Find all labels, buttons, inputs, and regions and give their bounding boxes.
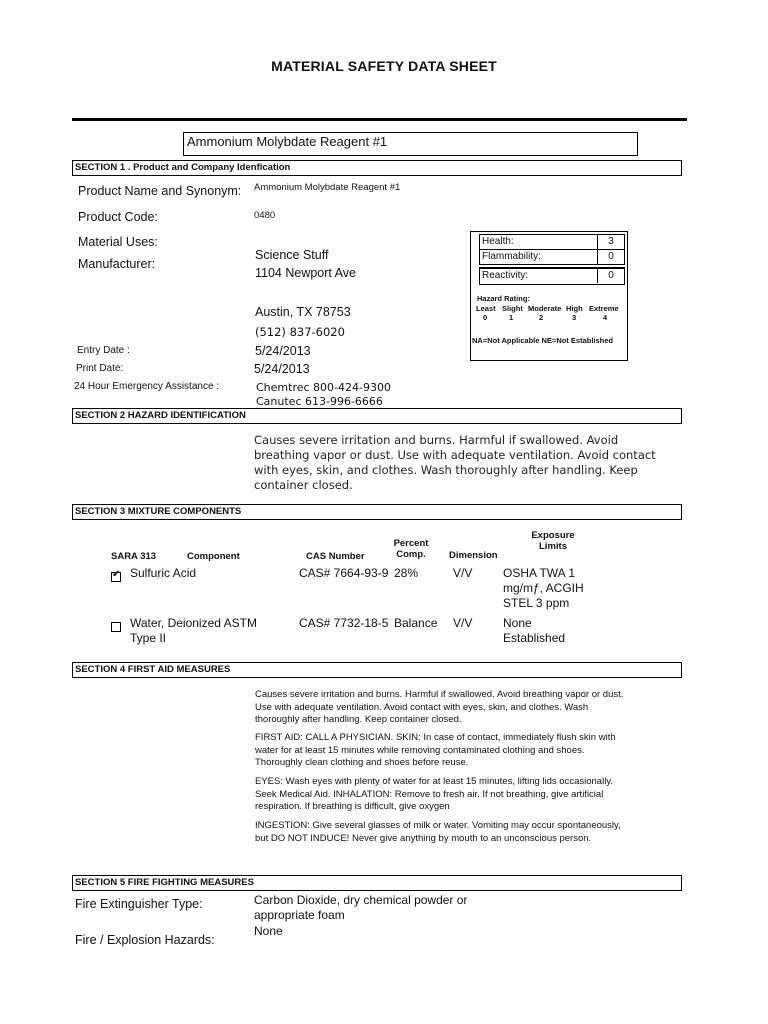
extinguisher-value: Carbon Dioxide, dry chemical powder or appropriate foam <box>254 893 468 922</box>
first-aid-paragraph: Causes severe irritation and burns. Harmful if swallowed. Avoid breathing vapor or dust. Use with adequate ventilation. Avoid contact with eyes, skin, and clothes. Wash thoroughly after handling. Keep container closed. <box>255 689 624 725</box>
exposure-limits: OSHA TWA 1 mg/mƒ, ACGIH STEL 3 ppm <box>503 566 584 610</box>
document-title: MATERIAL SAFETY DATA SHEET <box>271 58 497 74</box>
product-name-label: Product Name and Synonym: <box>78 184 242 198</box>
product-name-box: Ammonium Molybdate Reagent #1 <box>183 132 638 156</box>
first-aid-paragraph: FIRST AID: CALL A PHYSICIAN. SKIN: In case of contact, immediately flush skin with water for at least 15 minutes while removing contaminated clothing and shoes. Thoroughly clean clothing and shoes before reuse. <box>255 732 616 768</box>
exposure-limits: None Established <box>503 616 566 645</box>
sara-checkbox[interactable]: ✔ <box>112 569 121 580</box>
hazard-footnote: NA=Not Applicable NE=Not Established <box>472 336 613 345</box>
component-name: Sulfuric Acid <box>130 566 197 580</box>
col-header-dimension: Dimension <box>449 550 498 561</box>
scale-label: Slight <box>502 304 523 313</box>
percent-comp: Balance <box>394 616 438 630</box>
entry-date-label: Entry Date : <box>77 345 130 356</box>
dimension: V/V <box>453 616 473 630</box>
section-2-header: SECTION 2 HAZARD IDENTIFICATION <box>72 408 682 424</box>
manufacturer-street: 1104 Newport Ave <box>255 266 356 280</box>
scale-number: 4 <box>603 313 608 322</box>
col-header-exposure: Exposure Limits <box>531 530 575 552</box>
scale-number: 3 <box>572 313 577 322</box>
first-aid-paragraph: EYES: Wash eyes with plenty of water for at least 15 minutes, lifting lids occasionally. Seek Medical Aid. INHALATION: Remove to fresh air. If not breathing, give artificial respiration. If breathing is difficult, give oxygen <box>255 776 613 812</box>
scale-label: High <box>566 304 583 313</box>
manufacturer-phone: (512) 837-6020 <box>255 325 345 339</box>
hazard-identification-text: Causes severe irritation and burns. Harmful if swallowed. Avoid breathing vapor or dust. Use with adequate ventilation. Avoid contact with eyes, skin, and clothes. Wash thoroughly after handling. Keep container closed. <box>254 433 656 492</box>
scale-label: Extreme <box>589 304 619 313</box>
scale-number: 1 <box>509 313 514 322</box>
section-3-header: SECTION 3 MIXTURE COMPONENTS <box>72 504 682 520</box>
section-4-header: SECTION 4 FIRST AID MEASURES <box>72 662 682 678</box>
scale-label: Least <box>476 304 496 313</box>
manufacturer-name: Science Stuff <box>255 248 329 262</box>
sara-checkbox[interactable] <box>111 619 121 637</box>
cas-number: CAS# 7664-93-9 <box>299 566 389 580</box>
title-divider <box>72 118 687 121</box>
hazard-label: Flammability: <box>482 251 541 262</box>
hazard-value: 3 <box>597 235 624 249</box>
entry-date-value: 5/24/2013 <box>255 344 311 358</box>
extinguisher-label: Fire Extinguisher Type: <box>75 897 203 911</box>
hazard-label: Reactivity: <box>482 270 529 281</box>
explosion-value: None <box>254 924 283 938</box>
component-name: Water, Deionized ASTM Type II <box>130 616 257 645</box>
product-code-value: 0480 <box>254 210 276 221</box>
hazard-value: 0 <box>597 250 624 264</box>
emergency-line-1: Chemtrec 800-424-9300 <box>256 381 391 394</box>
col-header-component: Component <box>187 551 240 562</box>
col-header-sara: SARA 313 <box>111 551 157 562</box>
manufacturer-label: Manufacturer: <box>78 257 156 271</box>
scale-number: 2 <box>539 313 544 322</box>
hazard-rating-title: Hazard Rating: <box>477 294 530 303</box>
percent-comp: 28% <box>394 566 419 580</box>
col-header-percent: Percent Comp. <box>393 538 429 560</box>
hazard-rating-box <box>470 231 628 361</box>
material-uses-label: Material Uses: <box>78 235 158 249</box>
section-1-header: SECTION 1 . Product and Company Idenfication <box>72 160 682 176</box>
manufacturer-city: Austin, TX 78753 <box>255 305 351 319</box>
dimension: V/V <box>453 566 473 580</box>
emergency-line-2: Canutec 613-996-6666 <box>256 395 383 408</box>
explosion-label: Fire / Explosion Hazards: <box>75 933 215 947</box>
hazard-row-flammability <box>479 249 625 265</box>
product-code-label: Product Code: <box>78 210 158 224</box>
hazard-row-health <box>479 234 625 250</box>
hazard-label: Health: <box>482 236 514 247</box>
hazard-row-reactivity <box>479 267 625 285</box>
hazard-value: 0 <box>597 269 624 283</box>
product-name-value: Ammonium Molybdate Reagent #1 <box>254 182 401 193</box>
print-date-value: 5/24/2013 <box>254 362 310 376</box>
section-5-header: SECTION 5 FIRE FIGHTING MEASURES <box>72 875 682 891</box>
first-aid-paragraph: INGESTION: Give several glasses of milk or water. Vomiting may occur spontaneously, but DO NOT INDUCE! Never give anything by mouth to an unconscious person. <box>255 820 621 844</box>
col-header-cas: CAS Number <box>306 551 365 562</box>
scale-number: 0 <box>483 313 488 322</box>
cas-number: CAS# 7732-18-5 <box>299 616 389 630</box>
print-date-label: Print Date: <box>76 363 124 374</box>
emergency-label: 24 Hour Emergency Assistance : <box>74 381 220 392</box>
scale-label: Moderate <box>528 304 562 313</box>
